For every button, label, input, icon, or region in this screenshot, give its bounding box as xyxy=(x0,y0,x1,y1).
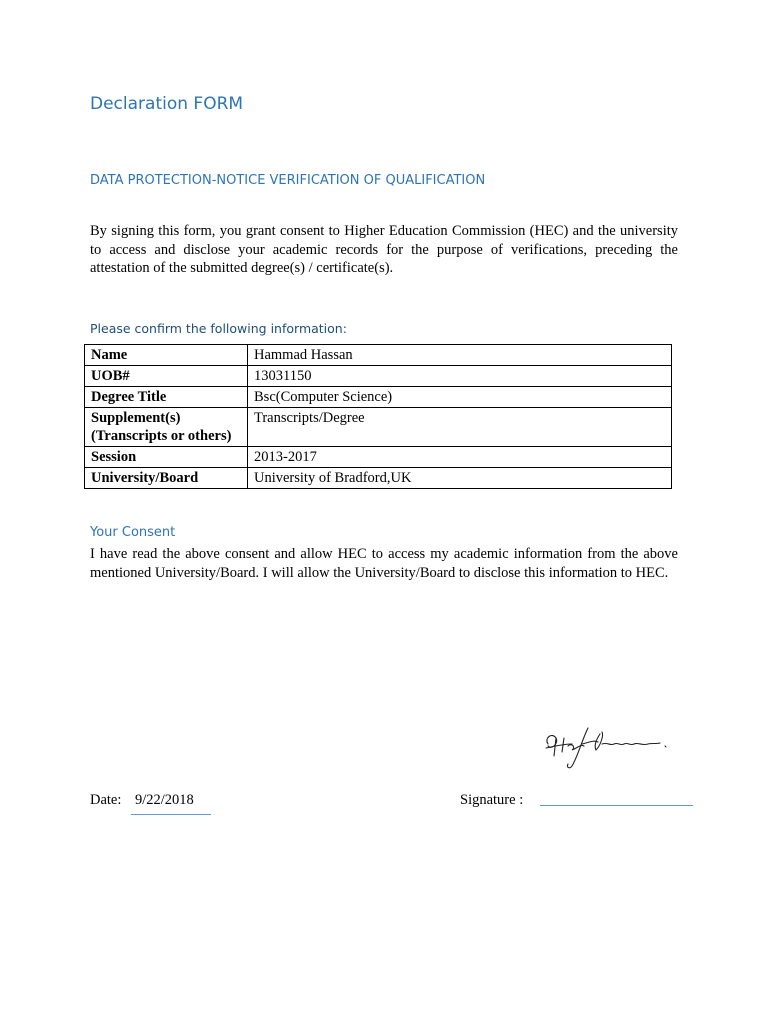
table-row xyxy=(85,366,672,387)
row-label-degree-title: Degree Title xyxy=(85,387,248,408)
form-title: Declaration FORM xyxy=(90,94,244,114)
date-value: 9/22/2018 xyxy=(135,792,194,808)
row-value-uob: 13031150 xyxy=(248,366,672,387)
table-row xyxy=(85,345,672,366)
handwritten-signature xyxy=(542,722,672,777)
signature-label: Signature : xyxy=(460,792,524,808)
supplements-label-line2: (Transcripts or others) xyxy=(91,428,232,444)
table-row xyxy=(85,387,672,408)
row-label-uob: UOB# xyxy=(85,366,248,387)
consent-paragraph: I have read the above consent and allow HEC to access my academic information from the above mentioned University/Board. I will allow the University/Board to disclose this information to HEC. xyxy=(90,546,678,581)
row-value-name: Hammad Hassan xyxy=(248,345,672,366)
row-label-name: Name xyxy=(85,345,248,366)
information-table xyxy=(84,344,672,489)
supplements-label-line1: Supplement(s) xyxy=(91,410,181,426)
row-label-session: Session xyxy=(85,447,248,468)
row-value-session: 2013-2017 xyxy=(248,447,672,468)
row-value-degree-title: Bsc(Computer Science) xyxy=(248,387,672,408)
row-label-university: University/Board xyxy=(85,468,248,489)
notice-paragraph: By signing this form, you grant consent to Higher Education Commission (HEC) and the university to access and disclose your academic records for the purpose of verifications, preceding the attestation of the submitted degree(s) / certificate(s). xyxy=(90,223,678,276)
date-label: Date: xyxy=(90,792,122,808)
row-value-supplements: Transcripts/Degree xyxy=(248,408,672,447)
table-row xyxy=(85,408,672,447)
row-value-university: University of Bradford,UK xyxy=(248,468,672,489)
table-row xyxy=(85,447,672,468)
signature-underline xyxy=(540,805,693,806)
row-label-supplements xyxy=(85,408,248,447)
date-underline xyxy=(131,814,211,815)
consent-heading: Your Consent xyxy=(90,525,176,540)
notice-heading: DATA PROTECTION-NOTICE VERIFICATION OF QUALIFICATION xyxy=(90,173,486,188)
table-row xyxy=(85,468,672,489)
confirm-heading: Please confirm the following information: xyxy=(90,321,347,336)
